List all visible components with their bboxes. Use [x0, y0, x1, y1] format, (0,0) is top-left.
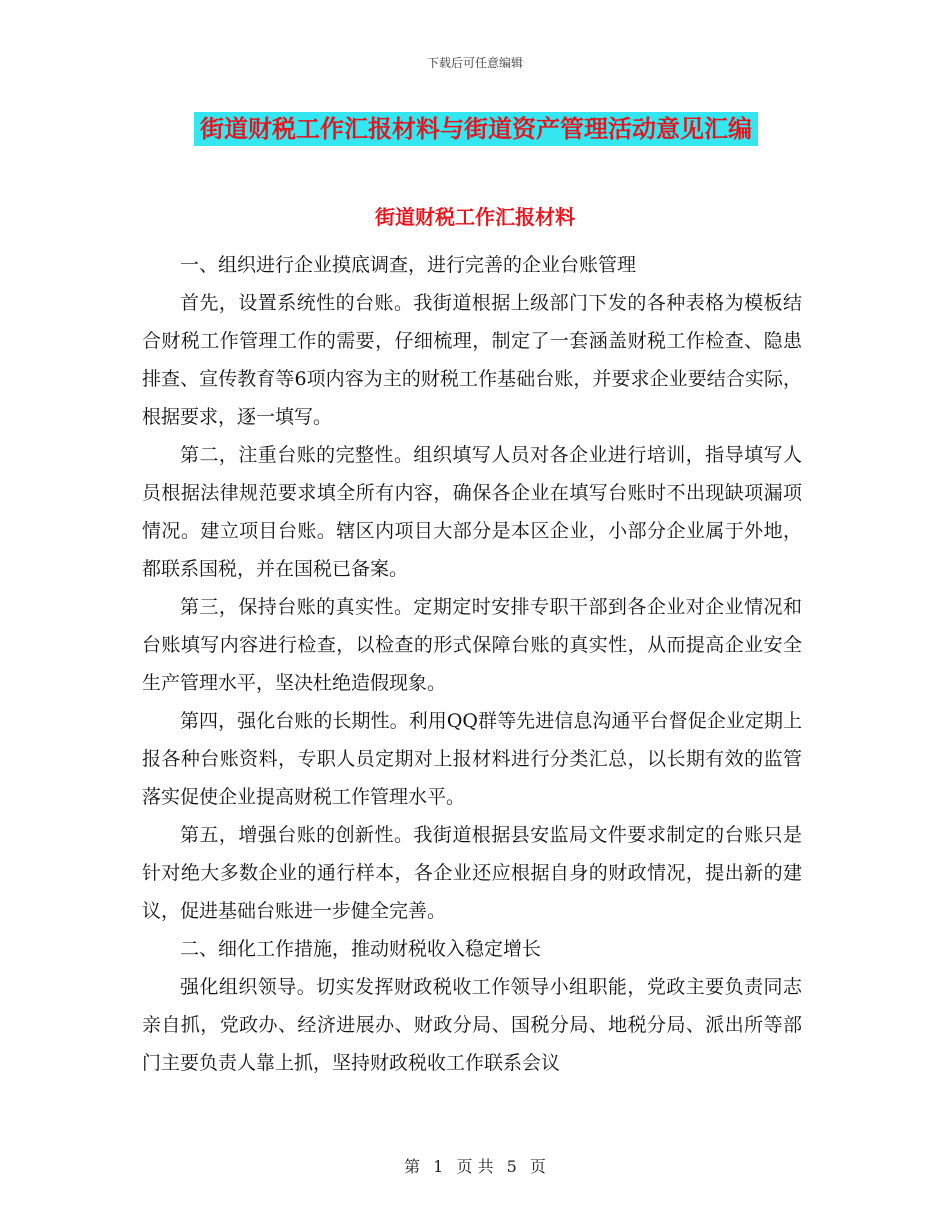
paragraph: 第二，注重台账的完整性。组织填写人员对各企业进行培训，指导填写人员根据法律规范要求填全所有内容，确保各企业在填写台账时不出现缺项漏项情况。建立项目台账。辖区内项目大部分是本区企业，小部分企业属于外地，都联系国税，并在国税已备案。 — [142, 444, 802, 580]
document-title: 街道财税工作汇报材料与街道资产管理活动意见汇编 — [194, 112, 758, 146]
page-footer — [0, 1154, 950, 1177]
footer-prefix: 第 — [404, 1157, 421, 1176]
paragraph: 强化组织领导。切实发挥财政税收工作领导小组职能，党政主要负责同志亲自抓，党政办、经济进展办、财政分局、国税分局、地税分局、派出所等部门主要负责人靠上抓，坚持财政税收工作联系会议 — [142, 976, 802, 1074]
paragraph: 二、细化工作措施，推动财税收入稳定增长 — [180, 938, 542, 960]
document-body — [142, 246, 802, 1082]
total-page-count: 5 — [506, 1157, 517, 1176]
header-note: 下载后可任意编辑 — [426, 56, 523, 70]
paragraph: 首先，设置系统性的台账。我街道根据上级部门下发的各种表格为模板结合财税工作管理工作的需要，仔细梳理，制定了一套涵盖财税工作检查、隐患排查、宣传教育等6项内容为主的财税工作基础台账，并要求企业要结合实际，根据要求，逐一填写。 — [142, 292, 802, 428]
footer-suffix: 页 — [529, 1157, 546, 1176]
paragraph: 第三，保持台账的真实性。定期定时安排专职干部到各企业对企业情况和台账填写内容进行检查，以检查的形式保障台账的真实性，从而提高企业安全生产管理水平，坚决杜绝造假现象。 — [142, 596, 802, 694]
current-page-number: 1 — [433, 1157, 444, 1176]
footer-middle: 页 共 — [456, 1157, 494, 1176]
paragraph: 第四，强化台账的长期性。利用QQ群等先进信息沟通平台督促企业定期上报各种台账资料，专职人员定期对上报材料进行分类汇总，以长期有效的监管落实促使企业提高财税工作管理水平。 — [142, 710, 802, 808]
paragraph: 第五，增强台账的创新性。我街道根据县安监局文件要求制定的台账只是针对绝大多数企业的通行样本，各企业还应根据自身的财政情况，提出新的建议，促进基础台账进一步健全完善。 — [142, 824, 802, 922]
section-title: 街道财税工作汇报材料 — [375, 205, 575, 229]
paragraph: 一、组织进行企业摸底调查，进行完善的企业台账管理 — [180, 254, 637, 276]
